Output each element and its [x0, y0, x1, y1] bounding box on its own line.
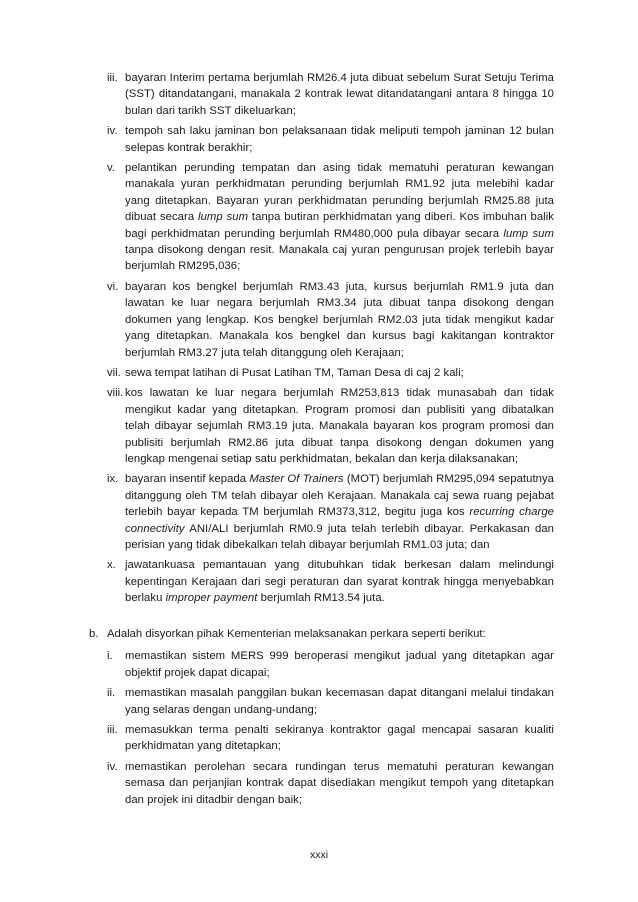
text-segment: bayaran Interim pertama berjumlah RM26.4 juta dibuat sebelum Surat Setuju Terima (SST) ditandatangani, manakala 2 kontrak lewat ditandatangani antara 8 hingga 10 bulan dari tarikh SST dikeluarkan;	[125, 72, 554, 117]
list-item-number: vi.	[107, 280, 119, 293]
list-item	[89, 759, 554, 808]
list-item-number: iv.	[107, 125, 118, 138]
italic-term: recurring charge connectivity	[125, 506, 554, 535]
list-item	[89, 279, 554, 361]
text-segment: kos lawatan ke luar negara berjumlah RM253,813 tidak munasabah dan tidak mengikut kadar yang ditetapkan. Program promosi dan publisiti yang dibatalkan telah dibayar sejumlah RM3.19 juta. Manakala bayaran kos program promosi dan publisiti berjumlah RM2.86 juta dibuat tanpa disokong dengan dokumen yang lengkap mengenai setiap satu perkhidmatan, bekalan dan kerja dilaksanakan;	[125, 387, 554, 465]
list-item	[89, 471, 554, 553]
list-item	[89, 557, 554, 606]
list-item	[89, 385, 554, 467]
list-item	[89, 365, 554, 381]
list-item-number: iii.	[107, 72, 118, 84]
list-item-number: ii.	[107, 687, 116, 700]
list-item-text	[125, 279, 554, 361]
list-item-text	[125, 471, 554, 553]
list-item-number: vii.	[107, 366, 121, 379]
text-segment: jawatankuasa pemantauan yang ditubuhkan tidak berkesan dalam melindungi kepentingan Kerajaan dari segi peraturan dan syarat kontrak hingga menyebabkan berlaku	[125, 559, 554, 605]
list-item-text	[125, 557, 554, 606]
list-item-text: memasukkan terma penalti sekiranya kontraktor gagal mencapai sasaran kualiti perkhidmatan yang ditetapkan;	[125, 724, 554, 753]
text-segment: berjumlah RM13.54 juta.	[257, 592, 385, 605]
text-segment: tanpa butiran perkhidmatan yang diberi. Kos imbuhan balik bagi perkhidmatan perunding berjumlah RM480,000 pula dibayar secara	[125, 211, 554, 240]
list-item-number: i.	[107, 650, 113, 663]
list-item	[89, 160, 554, 275]
recommendations-list	[89, 648, 554, 808]
list-item-number: iv.	[107, 760, 118, 773]
recommendations-heading	[89, 626, 559, 642]
text-segment: tanpa disokong dengan resit. Manakala caj yuran pengurusan projek terlebih bayar berjumlah RM295,036;	[125, 244, 554, 273]
recommendations-section	[89, 626, 559, 812]
list-item-text	[125, 70, 554, 119]
list-item	[89, 648, 554, 681]
text-segment: bayaran kos bengkel berjumlah RM3.43 juta, kursus berjumlah RM1.9 juta dan lawatan ke luar negara berjumlah RM3.34 juta dibuat tanpa disokong dengan dokumen yang lengkap. Kos bengkel berjumlah RM2.03 juta tidak mengikut kadar yang ditetapkan. Manakala kos bengkel dan kursus bagi kakitangan kontraktor berjumlah RM3.27 juta telah ditanggung oleh Kerajaan;	[125, 280, 554, 359]
list-item-number: iii.	[107, 724, 118, 737]
findings-list	[89, 70, 554, 611]
list-item-number: ix.	[107, 473, 119, 486]
text-segment: sewa tempat latihan di Pusat Latihan TM, Taman Desa di caj 2 kali;	[125, 366, 464, 379]
italic-term: Master Of Trainers	[249, 473, 344, 486]
list-item-text	[125, 365, 554, 381]
list-item-text	[125, 160, 554, 275]
section-heading-text: Adalah disyorkan pihak Kementerian melaksanakan perkara seperti berikut:	[107, 628, 486, 640]
list-item	[89, 123, 554, 156]
text-segment: ANI/ALI berjumlah RM0.9 juta telah terlebih dibayar. Perkakasan dan perisian yang tidak dibekalkan telah dibayar berjumlah RM1.03 juta; dan	[125, 522, 554, 551]
list-item-number: v.	[107, 162, 115, 175]
text-segment: pelantikan perunding tempatan dan asing tidak mematuhi peraturan kewangan manakala yuran perkhidmatan perunding berjumlah RM1.92 juta melebihi kadar yang ditetapkan. Bayaran yuran perkhidmatan perunding berjumlah RM25.88 juta dibuat secara	[125, 162, 554, 224]
list-item-text: memastikan masalah panggilan bukan kecemasan dapat ditangani melalui tindakan yang selaras dengan undang-undang;	[125, 687, 554, 716]
text-segment: tempoh sah laku jaminan bon pelaksanaan tidak meliputi tempoh jaminan 12 bulan selepas kontrak berakhir;	[125, 125, 554, 154]
list-item-number: x.	[107, 559, 116, 572]
section-letter: b.	[89, 628, 99, 640]
page-number: xxxi	[309, 849, 329, 861]
list-item	[89, 722, 554, 755]
list-item	[89, 685, 554, 718]
text-segment: (MOT) berjumlah RM295,094 sepatutnya ditanggung oleh TM telah dibayar oleh Kerajaan. Manakala caj sewa ruang pejabat terlebih bayar kepada TM berjumlah RM373,312, begitu juga kos	[125, 473, 555, 519]
list-item-text: memastikan sistem MERS 999 beroperasi mengikut jadual yang ditetapkan agar objektif projek dapat dicapai;	[125, 650, 554, 679]
list-item-text	[125, 123, 554, 156]
list-item	[89, 70, 554, 119]
italic-term: improper payment	[165, 592, 258, 605]
list-item-text	[125, 385, 554, 467]
list-item-text: memastikan perolehan secara rundingan terus mematuhi peraturan kewangan semasa dan perjanjian kontrak dapat disediakan mengikut tempoh yang ditetapkan dan projek ini ditadbir dengan baik;	[125, 760, 554, 806]
list-item-number: viii.	[107, 387, 124, 400]
italic-term: lump sum	[503, 227, 554, 240]
italic-term: lump sum	[198, 211, 249, 224]
text-segment: bayaran insentif kepada	[125, 473, 250, 486]
